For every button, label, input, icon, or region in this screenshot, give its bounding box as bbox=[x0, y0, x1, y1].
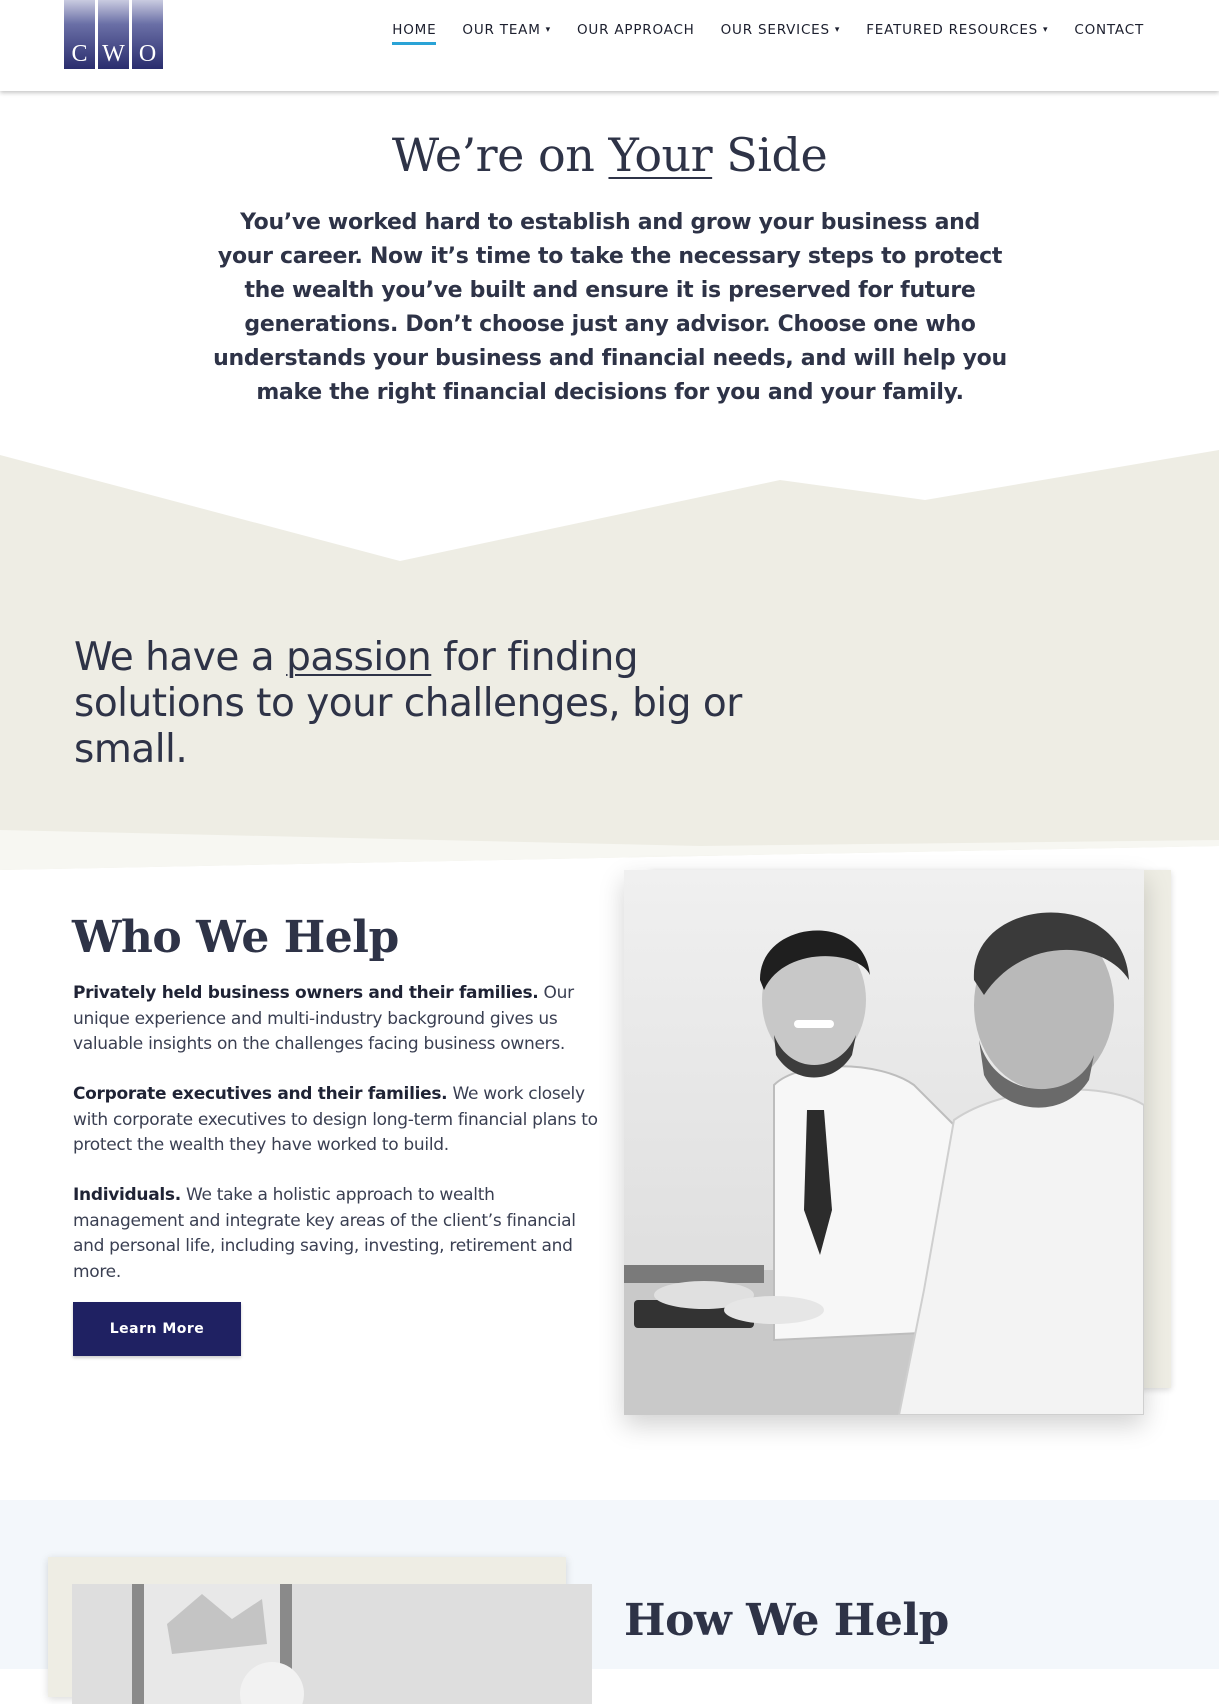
intro-text: You’ve worked hard to establish and grow your business and your career. Now it’s time to take the necessary steps to protect the wealth you’ve built and ensure it is preserved for future generations. Don’t choose just any advisor. Choose one who understands your business and financial needs, and will help you make the right financial decisions for you and your family. bbox=[213, 210, 1007, 405]
intro-title-pre: We’re on bbox=[391, 128, 609, 182]
office-photo bbox=[72, 1584, 592, 1704]
passion-emphasis: passion bbox=[286, 635, 432, 680]
nav-contact[interactable] bbox=[1061, 22, 1157, 38]
nav-our-approach[interactable] bbox=[564, 22, 708, 38]
nav-our-services[interactable] bbox=[708, 22, 854, 38]
who-item-individuals bbox=[73, 1183, 603, 1285]
site-header bbox=[0, 0, 1219, 91]
nav-featured-resources-label: FEATURED RESOURCES bbox=[866, 22, 1039, 38]
logo-letter-o: O bbox=[132, 0, 163, 69]
nav-our-team[interactable] bbox=[449, 22, 564, 38]
nav-featured-resources[interactable] bbox=[853, 22, 1061, 38]
nav-home-label: HOME bbox=[392, 22, 437, 38]
advisors-photo-illustration bbox=[624, 870, 1144, 1415]
passion-post: for finding solutions to your challenges, big or small. bbox=[74, 635, 742, 772]
who-item-executives-text: We work closely with corporate executives to design long-term financial plans to protect the wealth they have worked to build. bbox=[73, 1084, 598, 1155]
logo-letter-w: W bbox=[98, 0, 129, 69]
who-item-business-owners-text: Our unique experience and multi-industry background gives us valuable insights on the challenges facing business owners. bbox=[73, 983, 574, 1054]
passion-pre: We have a bbox=[74, 635, 287, 680]
nav-our-team-label: OUR TEAM bbox=[462, 22, 541, 38]
advisors-photo bbox=[624, 870, 1144, 1415]
caret-down-icon: ▾ bbox=[545, 25, 551, 35]
nav-contact-label: CONTACT bbox=[1074, 22, 1144, 38]
caret-down-icon: ▾ bbox=[834, 25, 841, 35]
who-item-executives bbox=[73, 1082, 603, 1159]
caret-down-icon: ▾ bbox=[1043, 25, 1049, 35]
who-item-individuals-text: We take a holistic approach to wealth management and integrate key areas of the client’s financial and personal life, including saving, investing, retirement and more. bbox=[73, 1185, 576, 1282]
main-nav bbox=[379, 22, 1157, 38]
passion-heading bbox=[74, 635, 774, 773]
cwo-logo[interactable] bbox=[64, 0, 163, 69]
office-photo-illustration bbox=[72, 1584, 592, 1704]
who-item-business-owners-bold: Privately held business owners and their families. bbox=[73, 983, 539, 1003]
intro-title bbox=[0, 128, 1219, 182]
who-we-help-title: Who We Help bbox=[72, 912, 399, 963]
intro-title-emphasis: Your bbox=[608, 128, 713, 182]
nav-our-services-label: OUR SERVICES bbox=[720, 22, 830, 38]
nav-our-approach-label: OUR APPROACH bbox=[576, 22, 695, 38]
who-item-individuals-bold: Individuals. bbox=[73, 1185, 181, 1205]
intro-title-post: Side bbox=[712, 128, 828, 182]
nav-home[interactable] bbox=[379, 22, 449, 38]
who-item-executives-bold: Corporate executives and their families. bbox=[73, 1084, 448, 1104]
logo-letter-c: C bbox=[64, 0, 95, 69]
learn-more-button[interactable]: Learn More bbox=[73, 1302, 241, 1356]
how-we-help-title: How We Help bbox=[624, 1595, 949, 1646]
who-item-business-owners bbox=[73, 981, 603, 1058]
